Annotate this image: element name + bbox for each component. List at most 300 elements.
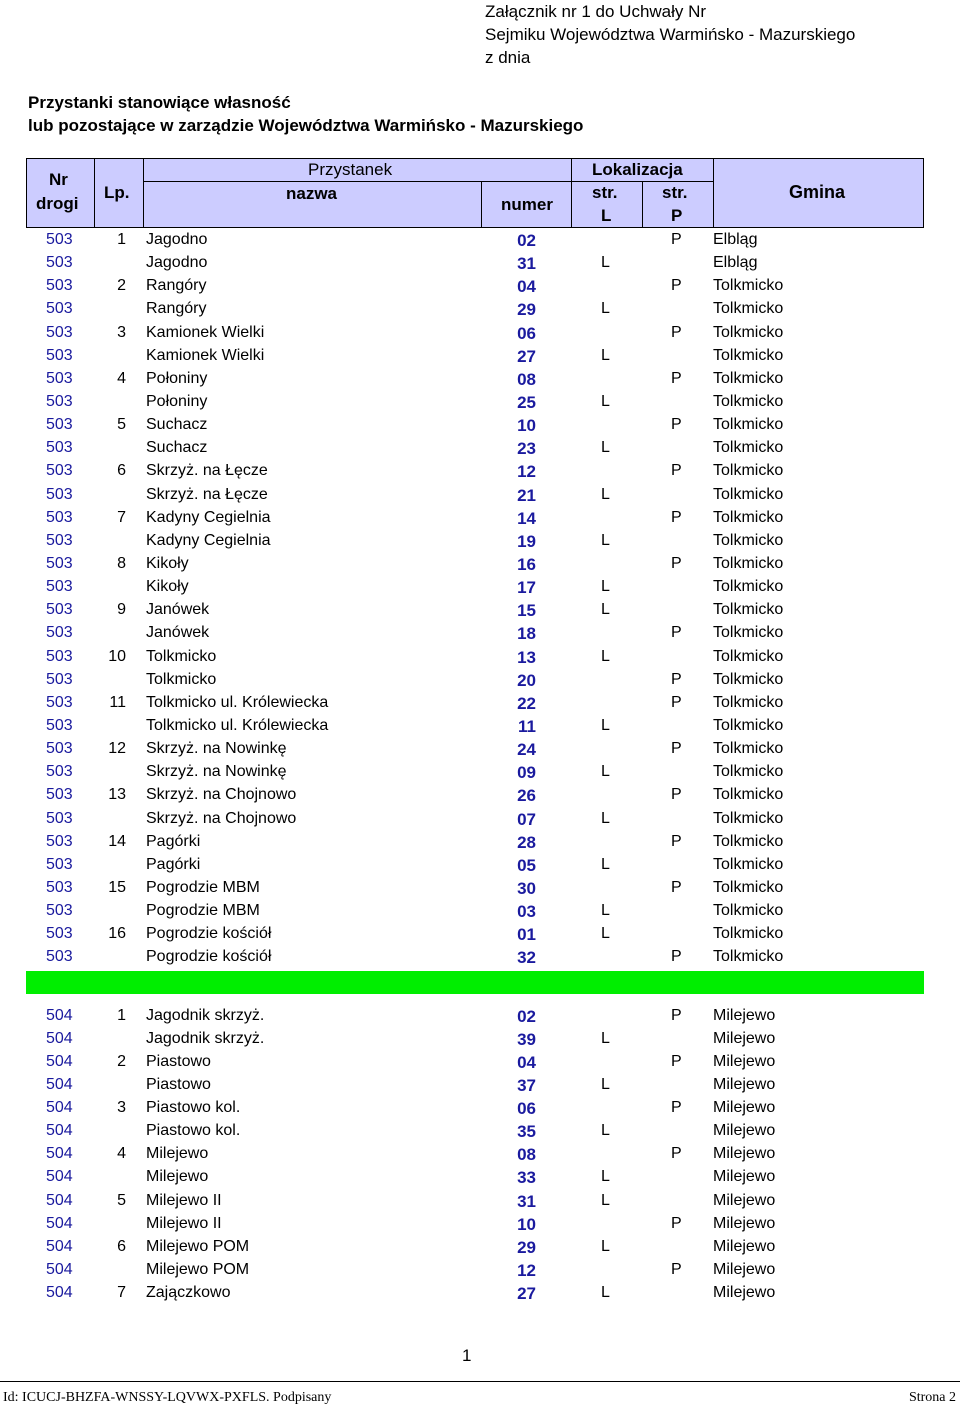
row-lp: 3	[117, 323, 126, 341]
stop-name: Skrzyż. na Nowinkę	[146, 763, 287, 781]
table-row	[26, 808, 924, 831]
stop-name: Janówek	[146, 624, 210, 642]
side-p: P	[671, 416, 682, 434]
table-row	[26, 692, 924, 715]
road-503-group	[26, 229, 924, 970]
stop-name: Skrzyż. na Chojnowo	[146, 786, 297, 804]
stop-name: Milejewo POM	[146, 1237, 250, 1255]
table-row	[26, 1074, 924, 1097]
row-lp: 16	[108, 925, 126, 943]
stop-name: Pogrodzie kościół	[146, 925, 272, 943]
road-number: 504	[46, 1145, 73, 1163]
road-number: 503	[46, 601, 73, 619]
stop-name: Jagodno	[146, 254, 208, 272]
stop-number: 08	[517, 369, 536, 389]
col-lp: Lp.	[104, 183, 130, 202]
gmina-name: Tolkmicko	[713, 300, 784, 318]
stop-name: Suchacz	[146, 416, 208, 434]
road-number: 503	[46, 485, 73, 503]
road-number: 504	[46, 1191, 73, 1209]
stop-name: Kadyny Cegielnia	[146, 508, 271, 526]
table-row	[26, 460, 924, 483]
table-row	[26, 1259, 924, 1282]
stop-number: 11	[518, 716, 536, 736]
col-str-l-line1: str.	[592, 183, 618, 202]
stop-number: 12	[517, 1261, 536, 1281]
side-l: L	[601, 763, 610, 781]
side-l: L	[601, 485, 610, 503]
gmina-name: Tolkmicko	[713, 693, 784, 711]
stop-name: Suchacz	[146, 439, 208, 457]
stop-number: 15	[517, 601, 536, 621]
side-l: L	[601, 439, 610, 457]
table-row	[26, 298, 924, 321]
road-number: 503	[46, 624, 73, 642]
stop-name: Kikoły	[146, 578, 189, 596]
row-lp: 4	[117, 1145, 126, 1163]
road-number: 503	[46, 763, 73, 781]
footer-id: Id: ICUCJ-BHZFA-WNSSY-LQVWX-PXFLS. Podpisany	[3, 1390, 332, 1405]
gmina-name: Tolkmicko	[713, 948, 784, 966]
stop-number: 05	[517, 855, 536, 875]
gmina-name: Milejewo	[713, 1052, 776, 1070]
table-row	[26, 622, 924, 645]
gmina-name: Tolkmicko	[713, 832, 784, 850]
road-number: 503	[46, 647, 73, 665]
table-row	[26, 1166, 924, 1189]
annex-line-3: z dnia	[485, 48, 531, 67]
side-l: L	[601, 601, 610, 619]
road-number: 504	[46, 1052, 73, 1070]
road-number: 503	[46, 740, 73, 758]
road-number: 503	[46, 786, 73, 804]
gmina-name: Elbląg	[713, 254, 758, 272]
gmina-name: Milejewo	[713, 1145, 776, 1163]
row-lp: 3	[117, 1099, 126, 1117]
side-p: P	[671, 508, 682, 526]
stop-name: Skrzyż. na Chojnowo	[146, 809, 297, 827]
stop-name: Milejewo II	[146, 1191, 222, 1209]
stop-number: 10	[517, 416, 536, 436]
col-lokalizacja: Lokalizacja	[592, 160, 683, 179]
footer-divider	[0, 1381, 960, 1382]
stop-number: 29	[517, 300, 536, 320]
road-number: 503	[46, 508, 73, 526]
road-number: 503	[46, 902, 73, 920]
gmina-name: Milejewo	[713, 1214, 776, 1232]
side-p: P	[671, 670, 682, 688]
stop-name: Tolkmicko	[146, 647, 217, 665]
side-p: P	[671, 277, 682, 295]
road-number: 503	[46, 578, 73, 596]
side-p: P	[671, 1261, 682, 1279]
stop-number: 37	[517, 1075, 536, 1095]
stop-number: 25	[517, 392, 536, 412]
gmina-name: Tolkmicko	[713, 647, 784, 665]
table-row	[26, 923, 924, 946]
col-str-p-line1: str.	[662, 183, 688, 202]
road-number: 503	[46, 809, 73, 827]
table-row	[26, 1190, 924, 1213]
road-number: 504	[46, 1284, 73, 1302]
side-p: P	[671, 554, 682, 572]
gmina-name: Milejewo	[713, 1191, 776, 1209]
gmina-name: Tolkmicko	[713, 786, 784, 804]
row-lp: 5	[117, 416, 126, 434]
stop-number: 27	[517, 1284, 536, 1304]
side-p: P	[671, 832, 682, 850]
gmina-name: Milejewo	[713, 1122, 776, 1140]
side-p: P	[671, 878, 682, 896]
stop-number: 12	[517, 462, 536, 482]
table-row	[26, 414, 924, 437]
annex-line-2: Sejmiku Województwa Warmińsko - Mazurskiego	[485, 25, 856, 44]
side-p: P	[671, 624, 682, 642]
stop-name: Pagórki	[146, 855, 201, 873]
row-lp: 12	[108, 740, 126, 758]
stop-number: 14	[517, 508, 536, 528]
stop-name: Zajączkowo	[146, 1284, 231, 1302]
stop-name: Rangóry	[146, 277, 207, 295]
stop-number: 04	[517, 1052, 536, 1072]
gmina-name: Milejewo	[713, 1075, 776, 1093]
stop-number: 19	[517, 531, 536, 551]
stop-number: 27	[517, 346, 536, 366]
table-row	[26, 599, 924, 622]
stop-number: 28	[517, 832, 536, 852]
gmina-name: Tolkmicko	[713, 601, 784, 619]
stop-number: 24	[517, 740, 536, 760]
stop-name: Pogrodzie kościół	[146, 948, 272, 966]
stop-name: Piastowo	[146, 1052, 211, 1070]
gmina-name: Tolkmicko	[713, 277, 784, 295]
row-lp: 9	[117, 601, 126, 619]
side-p: P	[671, 231, 682, 248]
gmina-name: Tolkmicko	[713, 346, 784, 364]
gmina-name: Milejewo	[713, 1237, 776, 1255]
side-l: L	[601, 1075, 610, 1093]
table-row	[26, 646, 924, 669]
stop-number: 02	[517, 231, 536, 250]
side-l: L	[601, 346, 610, 364]
stop-number: 35	[517, 1122, 536, 1142]
gmina-name: Tolkmicko	[713, 508, 784, 526]
stop-name: Tolkmicko ul. Królewiecka	[146, 716, 329, 734]
table-row	[26, 252, 924, 275]
gmina-name: Tolkmicko	[713, 369, 784, 387]
side-l: L	[601, 1191, 610, 1209]
side-l: L	[601, 392, 610, 410]
stop-name: Skrzyż. na Nowinkę	[146, 740, 287, 758]
road-number: 503	[46, 439, 73, 457]
row-lp: 4	[117, 369, 126, 387]
road-number: 503	[46, 254, 73, 272]
side-p: P	[671, 1214, 682, 1232]
side-p: P	[671, 1052, 682, 1070]
stop-number: 01	[517, 925, 536, 945]
stop-name: Milejewo	[146, 1168, 209, 1186]
road-number: 503	[46, 925, 73, 943]
road-number: 503	[46, 346, 73, 364]
gmina-name: Tolkmicko	[713, 716, 784, 734]
table-row	[26, 669, 924, 692]
table-row	[26, 877, 924, 900]
table-row	[26, 437, 924, 460]
title-line-1: Przystanki stanowiące własność	[28, 93, 291, 112]
stop-number: 16	[517, 554, 536, 574]
stop-number: 22	[517, 693, 536, 713]
table-row	[26, 831, 924, 854]
stop-name: Pogrodzie MBM	[146, 902, 260, 920]
table-row	[26, 530, 924, 553]
stop-number: 04	[517, 277, 536, 297]
row-lp: 6	[117, 462, 126, 480]
road-number: 503	[46, 855, 73, 873]
gmina-name: Tolkmicko	[713, 925, 784, 943]
side-p: P	[671, 740, 682, 758]
stop-name: Rangóry	[146, 300, 207, 318]
stop-number: 06	[517, 323, 536, 343]
group-separator-bar	[26, 971, 924, 994]
side-p: P	[671, 1145, 682, 1163]
road-number: 504	[46, 1214, 73, 1232]
stop-name: Kamionek Wielki	[146, 323, 265, 341]
row-lp: 5	[117, 1191, 126, 1209]
gmina-name: Tolkmicko	[713, 462, 784, 480]
stop-number: 29	[517, 1237, 536, 1257]
road-number: 504	[46, 1006, 73, 1024]
table-row	[26, 1143, 924, 1166]
gmina-name: Tolkmicko	[713, 855, 784, 873]
gmina-name: Tolkmicko	[713, 809, 784, 827]
road-number: 504	[46, 1261, 73, 1279]
side-l: L	[601, 531, 610, 549]
gmina-name: Tolkmicko	[713, 554, 784, 572]
road-number: 504	[46, 1075, 73, 1093]
table-row	[26, 1028, 924, 1051]
stop-number: 18	[517, 624, 536, 644]
road-number: 503	[46, 231, 73, 248]
stop-name: Milejewo POM	[146, 1261, 250, 1279]
road-number: 504	[46, 1237, 73, 1255]
road-number: 504	[46, 1122, 73, 1140]
side-l: L	[601, 855, 610, 873]
side-l: L	[601, 254, 610, 272]
side-l: L	[601, 578, 610, 596]
table-row	[26, 553, 924, 576]
gmina-name: Tolkmicko	[713, 439, 784, 457]
stop-name: Pogrodzie MBM	[146, 878, 260, 896]
table-row	[26, 576, 924, 599]
gmina-name: Milejewo	[713, 1168, 776, 1186]
stop-number: 26	[517, 786, 536, 806]
page-number: 1	[462, 1346, 472, 1365]
stop-number: 30	[517, 878, 536, 898]
stop-name: Jagodno	[146, 231, 208, 248]
stop-number: 17	[517, 578, 536, 598]
side-p: P	[671, 1006, 682, 1024]
stop-name: Piastowo kol.	[146, 1122, 241, 1140]
stop-number: 10	[517, 1214, 536, 1234]
stop-name: Tolkmicko	[146, 670, 217, 688]
document-title	[28, 91, 583, 137]
stop-name: Kamionek Wielki	[146, 346, 265, 364]
gmina-name: Tolkmicko	[713, 740, 784, 758]
col-str-p-line2: P	[671, 206, 683, 225]
table-header	[26, 158, 924, 228]
table-row	[26, 1051, 924, 1074]
gmina-name: Tolkmicko	[713, 578, 784, 596]
gmina-name: Elbląg	[713, 231, 758, 248]
table-row	[26, 738, 924, 761]
table-row	[26, 229, 924, 252]
col-przystanek: Przystanek	[308, 160, 393, 179]
stop-name: Kadyny Cegielnia	[146, 531, 271, 549]
gmina-name: Tolkmicko	[713, 902, 784, 920]
annex-note	[485, 0, 855, 69]
row-lp: 13	[108, 786, 126, 804]
stop-number: 21	[517, 485, 536, 505]
table-body	[26, 229, 924, 1305]
table-row	[26, 368, 924, 391]
table-row	[26, 1120, 924, 1143]
row-lp: 2	[117, 277, 126, 295]
side-p: P	[671, 1099, 682, 1117]
stop-name: Janówek	[146, 601, 210, 619]
stop-name: Połoniny	[146, 392, 208, 410]
table-row	[26, 715, 924, 738]
gmina-name: Tolkmicko	[713, 323, 784, 341]
road-number: 503	[46, 716, 73, 734]
table-row	[26, 391, 924, 414]
table-row	[26, 1097, 924, 1120]
gmina-name: Tolkmicko	[713, 878, 784, 896]
title-line-2: lub pozostające w zarządzie Województwa Warmińsko - Mazurskiego	[28, 116, 584, 135]
road-number: 503	[46, 277, 73, 295]
side-p: P	[671, 786, 682, 804]
row-lp: 15	[108, 878, 126, 896]
road-number: 503	[46, 948, 73, 966]
gmina-name: Milejewo	[713, 1006, 776, 1024]
stop-number: 33	[517, 1168, 536, 1188]
stop-number: 09	[517, 763, 536, 783]
side-l: L	[601, 1284, 610, 1302]
row-lp: 6	[117, 1237, 126, 1255]
stop-number: 07	[517, 809, 536, 829]
side-p: P	[671, 693, 682, 711]
gmina-name: Tolkmicko	[713, 670, 784, 688]
row-lp: 11	[109, 693, 126, 711]
stop-number: 31	[517, 1191, 536, 1211]
side-p: P	[671, 462, 682, 480]
row-lp: 1	[117, 1006, 126, 1024]
road-number: 503	[46, 554, 73, 572]
table-row	[26, 784, 924, 807]
gmina-name: Tolkmicko	[713, 624, 784, 642]
stop-number: 23	[517, 439, 536, 459]
col-nr-drogi-line1: Nr	[49, 170, 68, 189]
footer-page: Strona 2	[908, 1390, 956, 1405]
row-lp: 1	[117, 231, 126, 248]
stop-number: 08	[517, 1145, 536, 1165]
table-row	[26, 275, 924, 298]
side-l: L	[601, 300, 610, 318]
side-p: P	[671, 369, 682, 387]
row-lp: 2	[117, 1052, 126, 1070]
road-number: 503	[46, 300, 73, 318]
stop-name: Skrzyż. na Łęcze	[146, 485, 268, 503]
side-l: L	[601, 809, 610, 827]
side-l: L	[601, 902, 610, 920]
road-number: 503	[46, 670, 73, 688]
gmina-name: Tolkmicko	[713, 763, 784, 781]
side-l: L	[601, 1029, 610, 1047]
side-l: L	[601, 1122, 610, 1140]
row-lp: 10	[108, 647, 126, 665]
gmina-name: Tolkmicko	[713, 416, 784, 434]
stop-name: Milejewo II	[146, 1214, 222, 1232]
gmina-name: Tolkmicko	[713, 485, 784, 503]
stop-name: Kikoły	[146, 554, 189, 572]
table-row	[26, 322, 924, 345]
stop-name: Milejewo	[146, 1145, 209, 1163]
table-row	[26, 345, 924, 368]
stop-name: Połoniny	[146, 369, 208, 387]
gmina-name: Tolkmicko	[713, 531, 784, 549]
row-lp: 7	[117, 508, 126, 526]
stop-name: Jagodnik skrzyż.	[146, 1029, 265, 1047]
stop-name: Skrzyż. na Łęcze	[146, 462, 268, 480]
side-l: L	[601, 716, 610, 734]
stop-name: Piastowo	[146, 1075, 211, 1093]
side-l: L	[601, 647, 610, 665]
stop-name: Jagodnik skrzyż.	[146, 1006, 265, 1024]
road-number: 503	[46, 832, 73, 850]
gmina-name: Milejewo	[713, 1029, 776, 1047]
stop-number: 31	[517, 254, 536, 274]
road-number: 503	[46, 693, 73, 711]
table-row	[26, 507, 924, 530]
stop-number: 06	[517, 1099, 536, 1119]
side-p: P	[671, 323, 682, 341]
road-number: 503	[46, 323, 73, 341]
row-lp: 8	[117, 554, 126, 572]
stop-name: Pagórki	[146, 832, 201, 850]
col-nazwa: nazwa	[286, 184, 338, 203]
stop-number: 39	[517, 1029, 536, 1049]
table-row	[26, 900, 924, 923]
road-number: 503	[46, 878, 73, 896]
road-number: 504	[46, 1029, 73, 1047]
table-row	[26, 1282, 924, 1305]
col-gmina: Gmina	[789, 182, 846, 202]
stop-number: 32	[517, 948, 536, 968]
row-lp: 14	[108, 832, 126, 850]
gmina-name: Milejewo	[713, 1261, 776, 1279]
road-number: 503	[46, 462, 73, 480]
table-row	[26, 761, 924, 784]
road-number: 503	[46, 531, 73, 549]
table-row	[26, 1005, 924, 1028]
road-504-group	[26, 1005, 924, 1306]
stop-number: 20	[517, 670, 536, 690]
col-str-l-line2: L	[601, 206, 612, 225]
stop-number: 13	[517, 647, 536, 667]
side-l: L	[601, 925, 610, 943]
table-row	[26, 484, 924, 507]
road-number: 503	[46, 369, 73, 387]
road-number: 503	[46, 392, 73, 410]
